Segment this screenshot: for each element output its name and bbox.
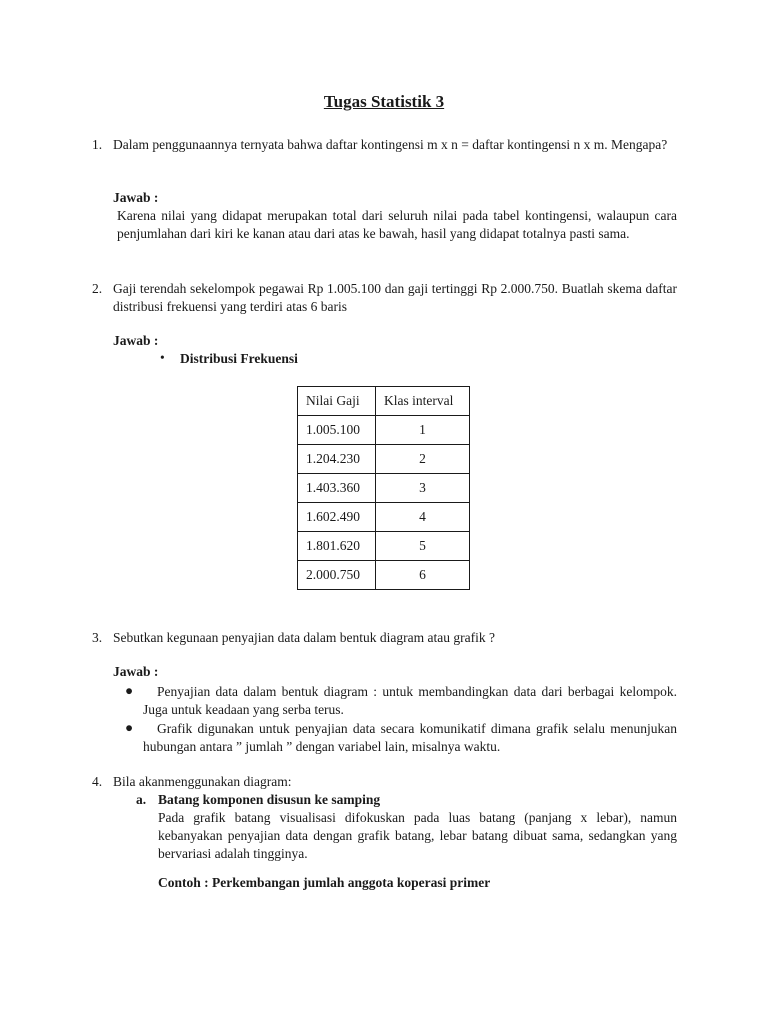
frequency-table bbox=[297, 386, 470, 590]
bullet-dot-icon: ● bbox=[125, 720, 134, 735]
table-cell-nilai-gaji: 1.602.490 bbox=[298, 503, 376, 532]
page-title: Tugas Statistik 3 bbox=[323, 92, 445, 111]
q1-answer-label: Jawab : bbox=[113, 190, 159, 205]
q1-answer: Karena nilai yang didapat merupakan total dari seluruh nilai pada tabel kontingensi, walaupun cara penjumlahan dari kiri ke kanan atau dari atas ke bawah, hasil yang didapat totalnya pasti sama. bbox=[117, 208, 677, 241]
table-cell-klas-interval: 3 bbox=[376, 474, 470, 503]
q2-number: 2. bbox=[92, 281, 103, 296]
q1-text: Dalam penggunaannya ternyata bahwa daftar kontingensi m x n = daftar kontingensi n x m. Mengapa? bbox=[113, 137, 668, 152]
table-row bbox=[298, 561, 470, 590]
q2-bullet-heading: Distribusi Frekuensi bbox=[180, 351, 298, 366]
q2-answer-label: Jawab : bbox=[113, 333, 159, 348]
q4-number: 4. bbox=[92, 774, 103, 789]
q4-sub-heading: Batang komponen disusun ke samping bbox=[158, 792, 381, 807]
table-row bbox=[298, 532, 470, 561]
bullet-dot-icon: ● bbox=[125, 683, 134, 698]
table-cell-nilai-gaji: 1.204.230 bbox=[298, 445, 376, 474]
table-header-klas-interval: Klas interval bbox=[376, 387, 470, 416]
table-row bbox=[298, 503, 470, 532]
table-cell-klas-interval: 6 bbox=[376, 561, 470, 590]
q4-sub-marker: a. bbox=[136, 792, 147, 807]
bullet-dot-icon: • bbox=[160, 350, 165, 365]
q1-number: 1. bbox=[92, 137, 103, 152]
q3-answer-label: Jawab : bbox=[113, 664, 159, 679]
q4-paragraph: Pada grafik batang visualisasi difokuskan pada luas batang (panjang x lebar), namun kebanyakan penyajian data dengan grafik batang, lebar batang dibuat sama, sedangkan yang bervariasi adalah tingginya. bbox=[158, 810, 677, 861]
q3-number: 3. bbox=[92, 630, 103, 645]
q4-example: Contoh : Perkembangan jumlah anggota koperasi primer bbox=[158, 875, 491, 890]
q3-bullet-2: Grafik digunakan untuk penyajian data secara komunikatif dimana grafik selalu menunjukan hubungan antara ” jumlah ” dengan variabel lain, misalnya waktu. bbox=[143, 721, 677, 754]
table-row bbox=[298, 416, 470, 445]
table-cell-klas-interval: 4 bbox=[376, 503, 470, 532]
table-cell-nilai-gaji: 2.000.750 bbox=[298, 561, 376, 590]
q3-bullet-1: Penyajian data dalam bentuk diagram : untuk membandingkan data dari berbagai kelompok. Juga untuk keadaan yang serba terus. bbox=[143, 684, 677, 717]
table-row bbox=[298, 445, 470, 474]
table-cell-klas-interval: 1 bbox=[376, 416, 470, 445]
q2-text: Gaji terendah sekelompok pegawai Rp 1.005.100 dan gaji tertinggi Rp 2.000.750. Buatlah skema daftar distribusi frekuensi yang terdiri atas 6 baris bbox=[113, 281, 677, 314]
q3-text: Sebutkan kegunaan penyajian data dalam bentuk diagram atau grafik ? bbox=[113, 630, 495, 645]
table-cell-klas-interval: 5 bbox=[376, 532, 470, 561]
table-cell-nilai-gaji: 1.801.620 bbox=[298, 532, 376, 561]
q4-text: Bila akanmenggunakan diagram: bbox=[113, 774, 292, 789]
table-cell-nilai-gaji: 1.403.360 bbox=[298, 474, 376, 503]
table-header-nilai-gaji: Nilai Gaji bbox=[298, 387, 376, 416]
table-row bbox=[298, 474, 470, 503]
table-header-row bbox=[298, 387, 470, 416]
table-cell-nilai-gaji: 1.005.100 bbox=[298, 416, 376, 445]
table-cell-klas-interval: 2 bbox=[376, 445, 470, 474]
